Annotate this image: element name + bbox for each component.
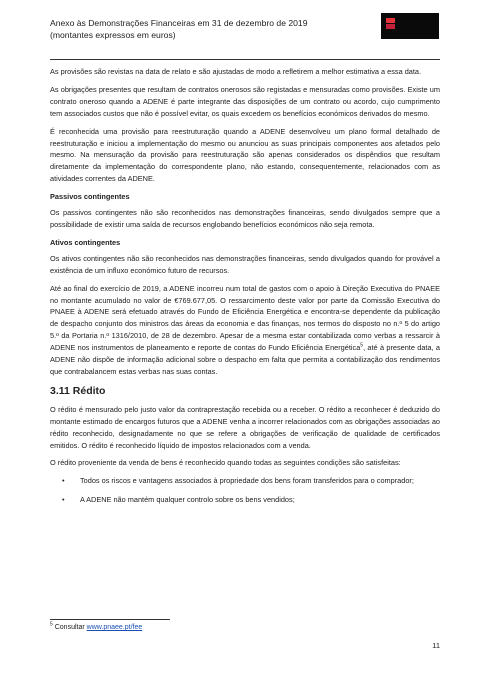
paragraph: O rédito proveniente da venda de bens é reconhecido quando todas as seguintes condições são satisfeitas: (50, 458, 401, 468)
list-item (50, 494, 440, 506)
page-number: 11 (432, 641, 440, 650)
header-subtitle: (montantes expressos em euros) (50, 29, 176, 40)
list-item-text: A ADENE não mantém qualquer controlo sobre os bens vendidos; (80, 495, 295, 505)
paragraph: É reconhecida uma provisão para reestruturação quando a ADENE desenvolveu um plano formal detalhado de reestruturação e iniciou a implementação do mesmo ou anunciou as suas principais componentes aos afetados pelo mesmo. Na mensuração da provisão para reestruturação são apenas considerados os dispêndios que resultam diretamente da implementação do correspondente plano, não estando, consequentemente, relacionados com as atividades correntes da ADENE. (50, 126, 440, 184)
header-divider (50, 59, 440, 60)
header-title: Anexo às Demonstrações Financeiras em 31 de dezembro de 2019 (50, 18, 308, 28)
section-title: 3.11 Rédito (50, 384, 106, 397)
logo-mark-top (386, 18, 395, 23)
company-logo (381, 13, 439, 39)
page-header (50, 18, 307, 41)
subheading-ativos: Ativos contingentes (50, 237, 121, 247)
subheading-passivos: Passivos contingentes (50, 192, 130, 202)
list-item (50, 475, 440, 487)
paragraph: As provisões são revistas na data de relato e são ajustadas de modo a refletirem a melhor estimativa a essa data. (50, 67, 422, 76)
paragraph: As obrigações presentes que resultam de contratos onerosos são registadas e mensuradas como provisões. Existe um contrato oneroso quando a ADENE é parte integrante das disposições de um contrato ou acordo, cujo cumprimento tem associados custos que não é possível evitar, os quais excedem os benefícios económicos derivados do mesmo. (50, 84, 440, 118)
footnote-divider (50, 619, 170, 620)
paragraph: Os ativos contingentes não são reconhecidos nas demonstrações financeiras, sendo divulgados quando for provável a existência de um influxo económico futuro de recursos. (50, 253, 440, 275)
conditions-list (50, 475, 440, 506)
bullet-icon: • (62, 495, 65, 505)
list-item-text: Todos os riscos e vantagens associados à propriedade dos bens foram transferidos para o comprador; (80, 476, 414, 486)
paragraph (50, 283, 440, 378)
footnote (50, 623, 142, 632)
document-body (50, 66, 440, 513)
paragraph: Os passivos contingentes não são reconhecidos nas demonstrações financeiras, sendo divulgados sempre que a possibilidade de existir uma saída de recursos englobando benefícios económicos não seja remota. (50, 208, 440, 229)
paragraph: O rédito é mensurado pelo justo valor da contraprestação recebida ou a receber. O rédito a reconhecer é deduzido do montante estimado de encargos futuros que a ADENE venha a incorrer relacionados com as obrigações associadas ao rédito reconhecido, designadamente no que se refere a obrigações de verificação de qualidade de certificados emitidos. O rédito é reconhecido líquido de impostos relacionados com a venda. (50, 404, 440, 450)
bullet-icon: • (62, 476, 65, 486)
footnote-number: 5 (50, 621, 53, 628)
footnote-link[interactable]: www.pnaee.pt/fee (86, 624, 143, 631)
paragraph-part: , até à presente data, a ADENE não dispõe de informação adicional sobre o despacho em falta que permita a contabilização dos rendimentos que contrabalancem estas verbas nas suas contas. (50, 343, 440, 376)
logo-mark-bottom (386, 24, 395, 29)
paragraph-part: Até ao final do exercício de 2019, a ADENE incorreu num total de gastos com o apoio à Direção Executiva do PNAEE no montante acumulado no valor de €769.677,05. O ressarcimento deste valor por parte da Comissão Executiva do PNAEE à ADENE será efetuado através do Fundo de Eficiência Energética e encontra-se dependente da publicação de despacho conjunto dos ministros das áreas da economia e das finanças, nos termos do disposto no n.º 5 do artigo 5.º da Portaria n.º 1316/2010, de 28 de dezembro. Apesar de a mesma estar contabilizada como verbas a ressarcir à ADENE nos instrumentos de planeamento e reporte de contas do Fundo Eficiência Energética (50, 283, 440, 353)
footnote-ref[interactable]: 5 (360, 342, 364, 349)
footnote-text: Consultar (52, 624, 87, 631)
